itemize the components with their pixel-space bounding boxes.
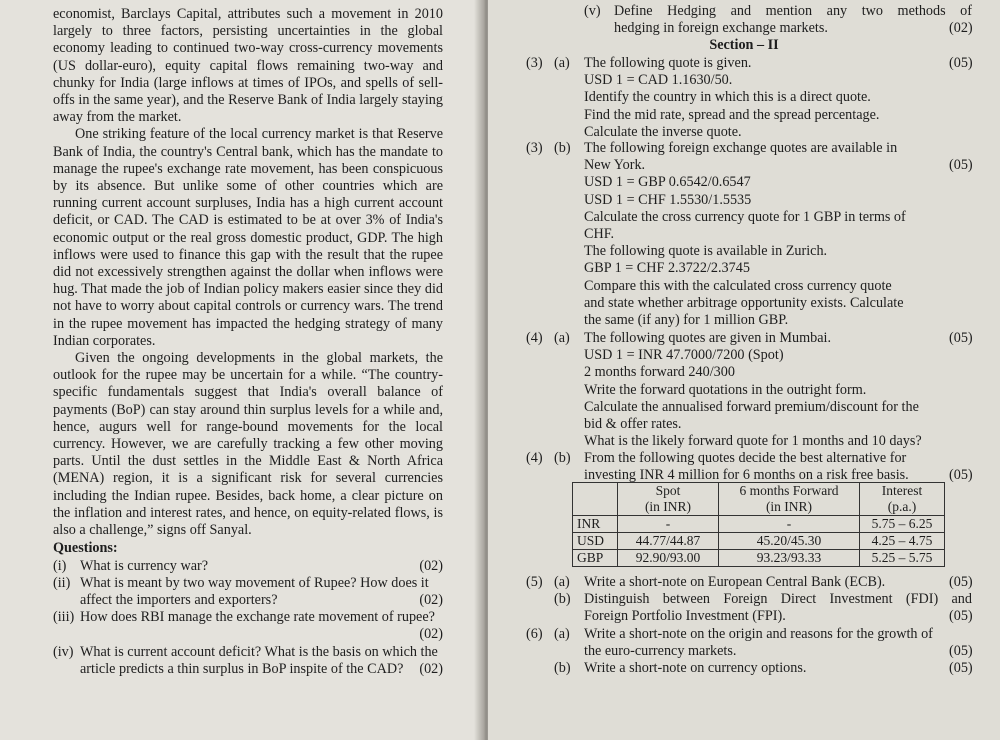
table-header-row [573, 483, 945, 516]
table-cell: 93.23/93.33 [719, 550, 860, 567]
questions-heading: Questions: [53, 540, 118, 557]
question-ii [53, 575, 443, 609]
header-line: Spot [655, 483, 681, 498]
question-line: The following quote is available in Zurich. [584, 243, 828, 260]
table-header [860, 483, 945, 516]
question-5b-line1: Distinguish between Foreign Direct Investment (FDI) and [584, 591, 972, 607]
question-line: and state whether arbitrage opportunity exists. Calculate [584, 294, 904, 311]
question-number: (5) [526, 574, 543, 590]
question-iii [53, 609, 443, 643]
header-line: Interest [881, 483, 923, 498]
question-number: (v) [584, 3, 601, 19]
table-cell: - [618, 516, 719, 533]
question-line: The following quotes are given in Mumbai. [584, 330, 832, 346]
fx-quotes-table [572, 482, 945, 567]
question-sub: (a) [554, 330, 570, 346]
table-cell: 45.20/45.30 [719, 533, 860, 550]
question-3a [584, 55, 972, 141]
question-line: The following foreign exchange quotes are available in [584, 140, 898, 156]
question-number: (6) [526, 626, 543, 642]
table-row [573, 516, 945, 533]
question-text: What is meant by two way movement of Rupee? How does it affect the importers and exporters? [80, 574, 429, 608]
question-marks: (05) [949, 660, 973, 676]
question-number: (ii) [53, 574, 71, 591]
question-i [53, 558, 443, 575]
article-paragraph-3: Given the ongoing developments in the global markets, the outlook for the rupee may be uncertain for a while. “The country-specific fundamentals suggest that India's overall balance of payments (BoP) can stay around thin surplus levels for a while and, hence, augurs well for range-bound movements for the local currency. However, we are carefully tracking a few other moving parts. Until the dust settles in the Middle East & North Africa (MENA) region, it is a significant risk for several currencies including the Indian rupee. Besides, back home, a clear picture on the inflation and interest rates, and hence, on equity-related flows, is also a challenge,” signs off Sanyal. [53, 350, 443, 539]
left-page [0, 0, 482, 740]
question-line: the same (if any) for 1 million GBP. [584, 312, 789, 329]
question-line: USD 1 = GBP 0.6542/0.6547 [584, 174, 751, 191]
table-header [573, 483, 618, 516]
question-text: How does RBI manage the exchange rate movement of rupee? [80, 609, 435, 626]
question-marks: (05) [949, 330, 973, 346]
question-line: bid & offer rates. [584, 416, 682, 433]
question-line: From the following quotes decide the best alternative for [584, 450, 907, 466]
question-line: Calculate the annualised forward premium/discount for the [584, 398, 919, 415]
question-6a-line2: the euro-currency markets. [584, 643, 737, 659]
question-sub: (b) [554, 140, 571, 156]
table-cell: 5.25 – 5.75 [860, 550, 945, 567]
question-marks: (05) [949, 467, 973, 483]
question-line: 2 months forward 240/300 [584, 364, 735, 381]
question-line: Compare this with the calculated cross currency quote [584, 277, 892, 294]
table-cell: INR [573, 516, 618, 533]
question-line: CHF. [584, 226, 615, 243]
question-marks: (05) [949, 574, 973, 590]
table-cell: 92.90/93.00 [618, 550, 719, 567]
question-6a-line1: Write a short-note on the origin and reasons for the growth of [584, 626, 933, 642]
question-line: investing INR 4 million for 6 months on a risk free basis. [584, 467, 909, 484]
table-header [618, 483, 719, 516]
table-cell: 5.75 – 6.25 [860, 516, 945, 533]
table-cell: - [719, 516, 860, 533]
question-number: (i) [53, 557, 67, 574]
question-6b-text: Write a short-note on currency options. [584, 660, 807, 676]
question-sub: (b) [554, 450, 571, 466]
question-sub: (a) [554, 626, 570, 642]
question-5b-line2: Foreign Portfolio Investment (FPI). [584, 608, 786, 624]
question-marks: (02) [419, 626, 443, 643]
article-text [53, 6, 443, 678]
question-sub: (a) [554, 574, 570, 590]
question-marks: (05) [949, 643, 973, 659]
article-paragraph-1: economist, Barclays Capital, attributes such a movement in 2010 largely to three factors, persisting uncertainties in the global economy leading to continued two-way cross-currency movements (US dollar-euro), equity capital flows remaining two-way and chunky for India (large inflows at times of IPOs, and spells of sell-offs in the same year), and the Reserve Bank of India largely staying away from the market. [53, 6, 443, 126]
table-header [719, 483, 860, 516]
question-sub: (a) [554, 55, 570, 71]
question-line: Calculate the cross currency quote for 1 GBP in terms of [584, 208, 906, 225]
question-number: (4) [526, 450, 543, 466]
question-marks: (05) [949, 608, 973, 624]
question-sub: (b) [554, 660, 571, 676]
question-line: What is the likely forward quote for 1 months and 10 days? [584, 433, 922, 450]
section-heading: Section – II [709, 37, 779, 53]
question-number: (3) [526, 140, 543, 156]
table-row [573, 533, 945, 550]
question-text-line: hedging in foreign exchange markets. [614, 20, 828, 36]
question-3b [584, 140, 972, 329]
question-text-line: Define Hedging and mention any two methods of [614, 3, 972, 19]
question-line: Find the mid rate, spread and the spread percentage. [584, 106, 880, 123]
question-line: GBP 1 = CHF 2.3722/2.3745 [584, 260, 750, 277]
question-number: (iii) [53, 609, 75, 626]
question-line: New York. [584, 157, 646, 174]
question-line: Calculate the inverse quote. [584, 123, 742, 140]
header-line: (in INR) [644, 499, 692, 514]
question-text: What is currency war? [80, 557, 209, 574]
question-marks: (02) [419, 591, 443, 608]
question-marks: (05) [949, 55, 973, 71]
table-cell: GBP [573, 550, 618, 567]
question-line: The following quote is given. [584, 55, 752, 71]
question-5a-text: Write a short-note on European Central Bank (ECB). [584, 574, 886, 590]
header-line: (in INR) [765, 499, 813, 514]
table-cell: 44.77/44.87 [618, 533, 719, 550]
question-line: USD 1 = CAD 1.1630/50. [584, 72, 733, 89]
question-line: USD 1 = INR 47.7000/7200 (Spot) [584, 347, 784, 364]
article-paragraph-2: One striking feature of the local currency market is that Reserve Bank of India, the country's Central bank, which has the mandate to manage the rupee's exchange rate movement, has been conspicuous by its absence. But unlike some of other countries which are running current account surpluses, India has a high current account deficit, or CAD. The CAD is estimated to be at over 3% of India's economic output or the real gross domestic product, GDP. The high inflows were used to finance this gap with the result that the rupee did not excessively strengthen against the dollar when inflows were hug. That made the job of Indian policy makers easier since they did not have to worry about capital controls or currency wars. The trend in the rupee movement has impacted the hedging strategy of many Indian corporates. [53, 126, 443, 349]
question-text: What is current account deficit? What is the basis on which the article predicts a thin surplus in BoP inspite of the CAD? [80, 643, 438, 677]
question-marks: (02) [419, 660, 443, 677]
question-4a [584, 330, 972, 450]
question-marks: (02) [949, 20, 973, 36]
right-page [488, 0, 1000, 740]
question-marks: (05) [949, 157, 973, 173]
table-cell: 4.25 – 4.75 [860, 533, 945, 550]
question-4b [584, 450, 972, 484]
question-number: (iv) [53, 643, 74, 660]
question-line: Write the forward quotations in the outright form. [584, 381, 867, 398]
question-marks: (02) [419, 557, 443, 574]
question-number: (4) [526, 330, 543, 346]
header-line: 6 months Forward [739, 483, 839, 498]
question-iv [53, 644, 443, 678]
table-row [573, 550, 945, 567]
question-sub: (b) [554, 591, 571, 607]
question-line: USD 1 = CHF 1.5530/1.5535 [584, 191, 752, 208]
table-cell: USD [573, 533, 618, 550]
question-line: Identify the country in which this is a direct quote. [584, 89, 871, 106]
header-line: (p.a.) [887, 499, 917, 514]
question-number: (3) [526, 55, 543, 71]
